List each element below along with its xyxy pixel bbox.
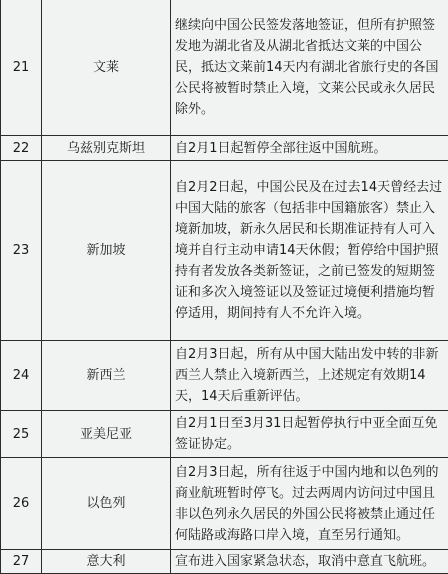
table-row [1,411,448,458]
measure-description: 自2月3日起，所有从中国大陆出发中转的非新西兰人禁止入境新西兰，上述规定有效期14天，14天后重新评估。 [171,341,448,411]
row-number: 23 [1,161,42,341]
measure-description: 自2月1日起暂停全部往返中国航班。 [171,136,448,161]
measure-description: 自2月1日至3月31日起暂停执行中亚全面互免签证协定。 [171,411,448,458]
measure-description: 自2月2日起，中国公民及在过去14天曾经去过中国大陆的旅客（包括非中国籍旅客）禁止入境新加坡，新永久居民和长期准证持有人可入境并自行主动申请14天休假；暂停给中国护照持有者发放各类新签证，之前已签发的短期签证和多次入境签证以及签证过境便利措施均暂停适用，期间持有人不允许入境。 [171,161,448,341]
row-number: 27 [1,550,42,574]
row-number: 21 [1,0,42,136]
country-name: 文莱 [42,0,171,136]
table-row [1,341,448,411]
table-row [1,458,448,550]
country-name: 新加坡 [42,161,171,341]
row-number: 22 [1,136,42,161]
measure-description: 自2月3日起，所有往返于中国内地和以色列的商业航班暂时停飞。过去两周内访问过中国且非以色列永久居民的外国公民将被禁止通过任何陆路或海路口岸入境，直至另行通知。 [171,458,448,550]
measure-description: 宣布进入国家紧急状态，取消中意直飞航班。 [171,550,448,574]
measure-description: 继续向中国公民签发落地签证，但所有护照签发地为湖北省及从湖北省抵达文莱的中国公民，抵达文莱前14天内有湖北省旅行史的各国公民将被暂时禁止入境，文莱公民或永久居民除外。 [171,0,448,136]
country-name: 意大利 [42,550,171,574]
row-number: 26 [1,458,42,550]
table-row [1,161,448,341]
table-row [1,136,448,161]
country-name: 乌兹别克斯坦 [42,136,171,161]
row-number: 24 [1,341,42,411]
country-name: 亚美尼亚 [42,411,171,458]
table-row [1,0,448,136]
country-name: 新西兰 [42,341,171,411]
country-name: 以色列 [42,458,171,550]
table-row [1,550,448,574]
row-number: 25 [1,411,42,458]
